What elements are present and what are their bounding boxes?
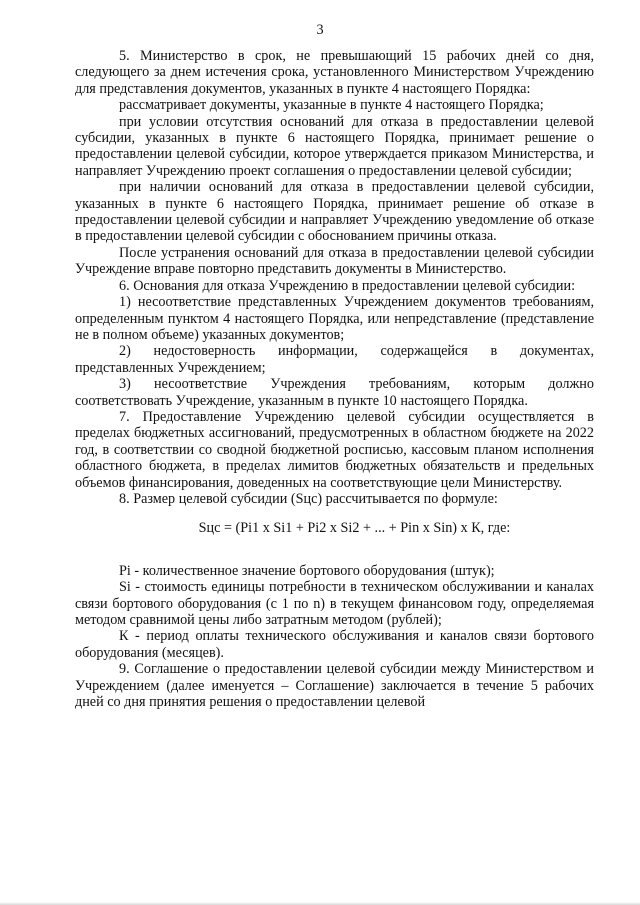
document-body [75,48,594,710]
paragraph-5-refusal: при наличии оснований для отказа в предоставлении целевой субсидии, указанных в пункте 6 настоящего Порядка, принимает решение об отказе в предоставлении целевой субсидии и направляет Учреждению уведомление об отказе в предоставлении целевой субсидии с обоснованием причины отказа. [75,179,594,245]
paragraph-6: 6. Основания для отказа Учреждению в предоставлении целевой субсидии: [119,277,576,294]
paragraph-6-item-2: 2) недостоверность информации, содержащейся в документах, представленных Учреждением; [75,343,594,376]
paragraph-5: 5. Министерство в срок, не превышающий 15 рабочих дней со дня, следующего за днем истечения срока, установленного Министерством Учреждению для представления документов, указанных в пункте 4 настоящего Порядка: [75,48,594,97]
paragraph-7: 7. Предоставление Учреждению целевой субсидии осуществляется в пределах бюджетных ассигнований, предусмотренных в областном бюджете на 2022 год, в соответствии со сводной бюджетной росписью, кассовым планом исполнения областного бюджета, в пределах лимитов бюджетных обязательств и предельных объемов финансирования, доведенных на соответствующие цели Министерству. [75,408,594,491]
definition-si: Si - стоимость единицы потребности в техническом обслуживании и каналах связи бортового оборудования (с 1 по n) в текущем финансовом году, определяемая методом сравнимой цены либо затратным методом (рублей); [75,579,594,628]
definition-k: К - период оплаты технического обслуживания и каналов связи бортового оборудования (месяцев). [75,628,594,661]
paragraph-resubmission: После устранения оснований для отказа в предоставлении целевой субсидии Учреждение вправе повторно представить документы в Министерство. [75,244,594,278]
paragraph-9: 9. Соглашение о предоставлении целевой субсидии между Министерством и Учреждением (далее именуется – Соглашение) заключается в течение 5 рабочих дней со дня принятия решения о предоставлении целевой [75,661,594,711]
paragraph-8: 8. Размер целевой субсидии (Sцс) рассчитывается по формуле: [119,490,498,507]
subsidy-formula: Sцс = (Pi1 x Si1 + Pi2 x Si2 + ... + Pin x Sin) x К, где: [198,520,511,537]
page-number: 3 [316,22,324,38]
paragraph-5-review: рассматривает документы, указанные в пункте 4 настоящего Порядка; [119,97,544,114]
paragraph-6-item-1: 1) несоответствие представленных Учреждением документов требованиям, определенным пунктом 4 настоящего Порядка, или непредставление (представление не в полном объеме) указанных документов; [75,294,594,343]
paragraph-5-approval: при условии отсутствия оснований для отказа в предоставлении целевой субсидии, указанных в пункте 6 настоящего Порядка, принимает решение о предоставлении целевой субсидии, которое утверждается приказом Министерства, и направляет Учреждению проект соглашения о предоставлении целевой субсидии; [75,113,594,179]
paragraph-6-item-3: 3) несоответствие Учреждения требованиям, которым должно соответствовать Учреждение, указанным в пункте 10 настоящего Порядка. [75,376,594,409]
definition-pi: Pi - количественное значение бортового оборудования (штук); [119,562,495,579]
